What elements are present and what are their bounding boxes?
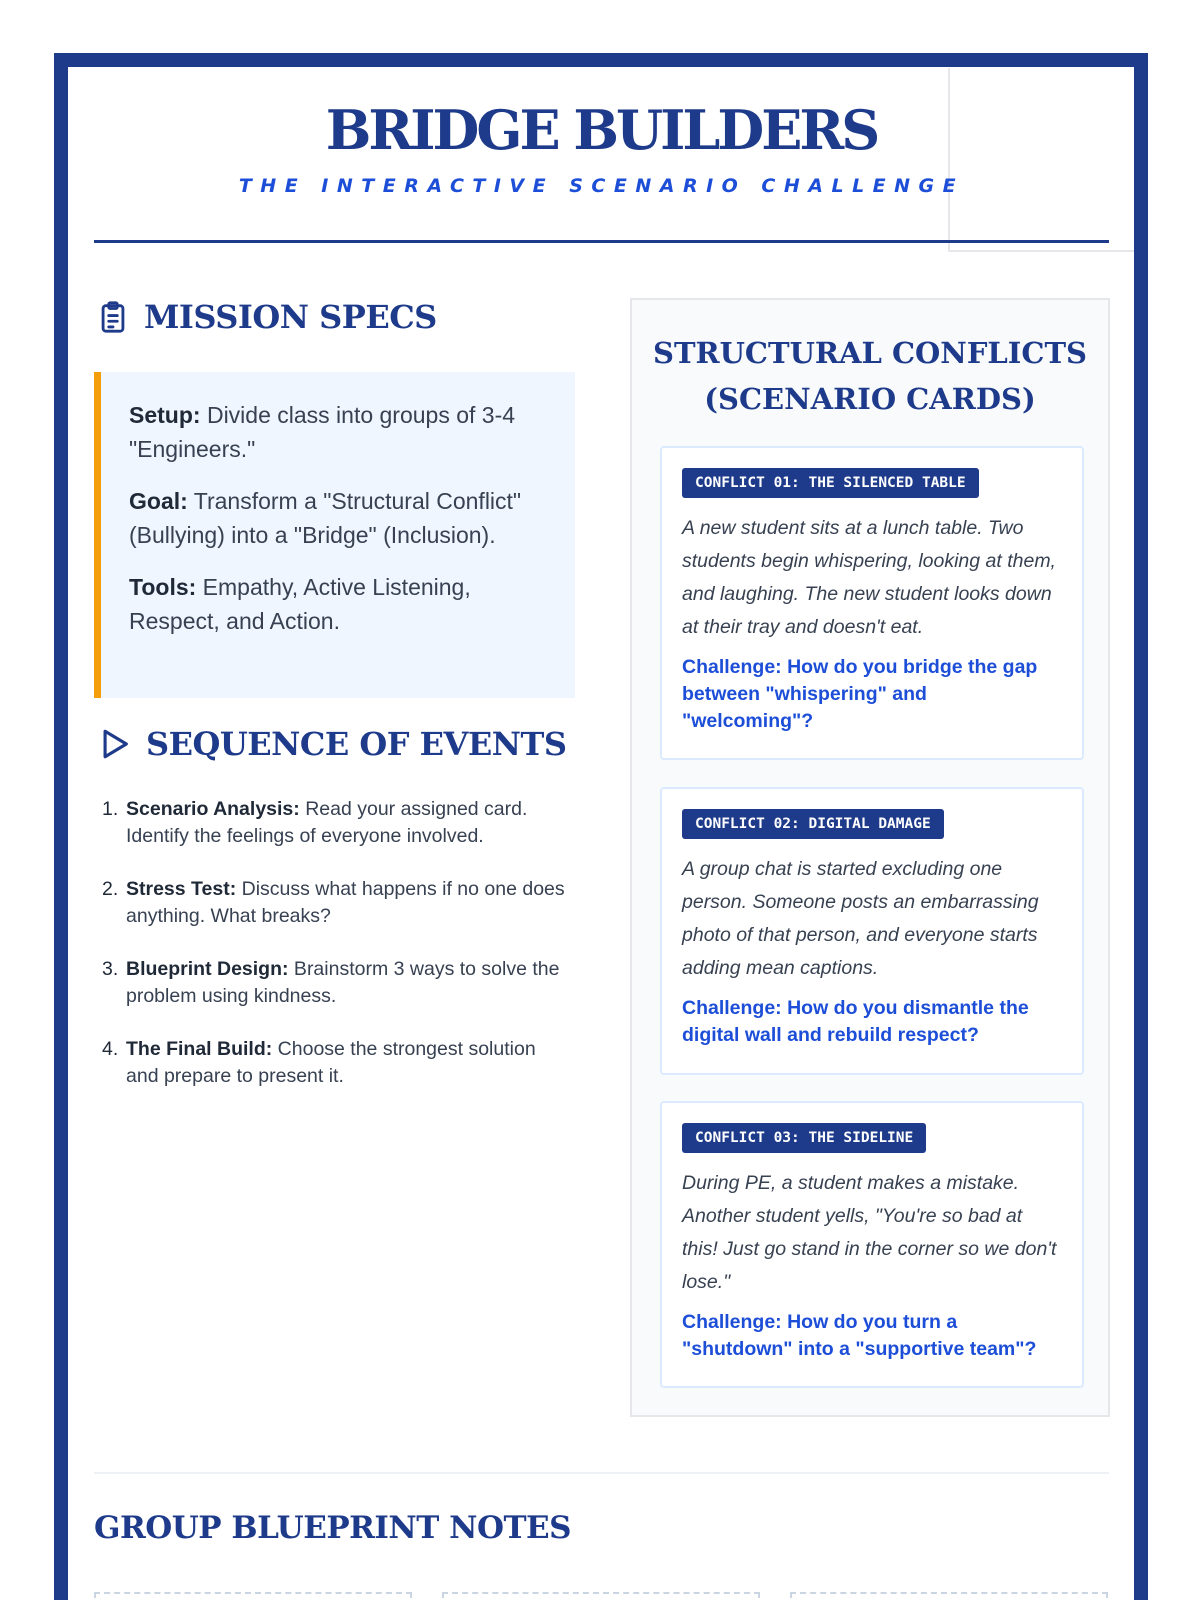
scenario-card bbox=[660, 446, 1084, 760]
spec-label: Setup: bbox=[129, 402, 201, 428]
spec-text: Divide class into groups of 3-4 "Engineers." bbox=[129, 402, 516, 462]
list-item bbox=[102, 956, 572, 1010]
conflict-tag: CONFLICT 01: THE SILENCED TABLE bbox=[682, 468, 979, 498]
notes-box[interactable] bbox=[442, 1592, 760, 1600]
step-text: Choose the strongest solution and prepare to present it. bbox=[126, 1038, 536, 1087]
scenario-cards-title-line1: STRUCTURAL CONFLICTS bbox=[653, 336, 1087, 370]
step-label: Stress Test: bbox=[126, 878, 237, 900]
scenario-story: During PE, a student makes a mistake. Another student yells, "You're so bad at this! Just go stand in the corner so we don't lose." bbox=[682, 1172, 1057, 1293]
spec-label: Goal: bbox=[129, 488, 188, 514]
step-number: 2. bbox=[102, 878, 119, 900]
scenario-cards-title-line2: (SCENARIO CARDS) bbox=[704, 382, 1036, 416]
page-subtitle: THE INTERACTIVE SCENARIO CHALLENGE bbox=[238, 175, 965, 197]
play-outline-icon bbox=[98, 726, 132, 762]
list-item bbox=[102, 796, 572, 850]
scenario-story: A new student sits at a lunch table. Two students begin whispering, looking at them, and laughing. The new student looks down at their tray and doesn't eat. bbox=[682, 517, 1056, 638]
step-label: The Final Build: bbox=[126, 1038, 273, 1060]
scenario-challenge: Challenge: How do you dismantle the digital wall and rebuild respect? bbox=[682, 997, 1029, 1046]
scenario-challenge: Challenge: How do you turn a "shutdown" into a "supportive team"? bbox=[682, 1311, 1037, 1360]
clipboard-icon bbox=[96, 299, 130, 335]
step-label: Scenario Analysis: bbox=[126, 798, 300, 820]
sequence-title: SEQUENCE OF EVENTS bbox=[146, 725, 567, 763]
header-divider bbox=[94, 240, 1109, 243]
step-text: Brainstorm 3 ways to solve the problem using kindness. bbox=[126, 958, 560, 1007]
notes-box[interactable] bbox=[94, 1592, 412, 1600]
page-title: BRIDGE BUILDERS bbox=[325, 98, 878, 162]
conflict-tag: CONFLICT 02: DIGITAL DAMAGE bbox=[682, 809, 944, 839]
sequence-heading bbox=[98, 725, 566, 763]
scenario-cards-panel bbox=[630, 298, 1110, 1417]
spec-item bbox=[129, 484, 547, 552]
scenario-card bbox=[660, 787, 1084, 1075]
list-item bbox=[102, 876, 572, 930]
mission-specs-panel bbox=[94, 372, 575, 698]
spec-text: Empathy, Active Listening, Respect, and Action. bbox=[129, 574, 471, 634]
step-number: 3. bbox=[102, 958, 119, 980]
step-number: 1. bbox=[102, 798, 119, 820]
scenario-story: A group chat is started excluding one person. Someone posts an embarrassing photo of that person, and everyone starts adding mean captions. bbox=[682, 858, 1039, 979]
notes-heading: GROUP BLUEPRINT NOTES bbox=[94, 1510, 572, 1546]
step-number: 4. bbox=[102, 1038, 119, 1060]
step-text: Discuss what happens if no one does anything. What breaks? bbox=[126, 878, 565, 927]
conflict-tag: CONFLICT 03: THE SIDELINE bbox=[682, 1123, 926, 1153]
sequence-list bbox=[102, 796, 572, 1116]
scenario-cards-heading bbox=[632, 330, 1108, 422]
spec-text: Transform a "Structural Conflict" (Bullying) into a "Bridge" (Inclusion). bbox=[129, 488, 522, 548]
step-text: Read your assigned card. Identify the feelings of everyone involved. bbox=[126, 798, 528, 847]
list-item bbox=[102, 1036, 572, 1090]
page-header bbox=[94, 90, 1109, 197]
mission-specs-title: MISSION SPECS bbox=[144, 298, 437, 336]
section-divider bbox=[94, 1472, 1109, 1474]
spec-item bbox=[129, 398, 547, 466]
scenario-card bbox=[660, 1101, 1084, 1388]
spec-item bbox=[129, 570, 547, 638]
notes-box[interactable] bbox=[790, 1592, 1108, 1600]
step-label: Blueprint Design: bbox=[126, 958, 289, 980]
spec-label: Tools: bbox=[129, 574, 197, 600]
scenario-challenge: Challenge: How do you bridge the gap between "whispering" and "welcoming"? bbox=[682, 656, 1038, 732]
mission-specs-heading bbox=[96, 298, 437, 336]
